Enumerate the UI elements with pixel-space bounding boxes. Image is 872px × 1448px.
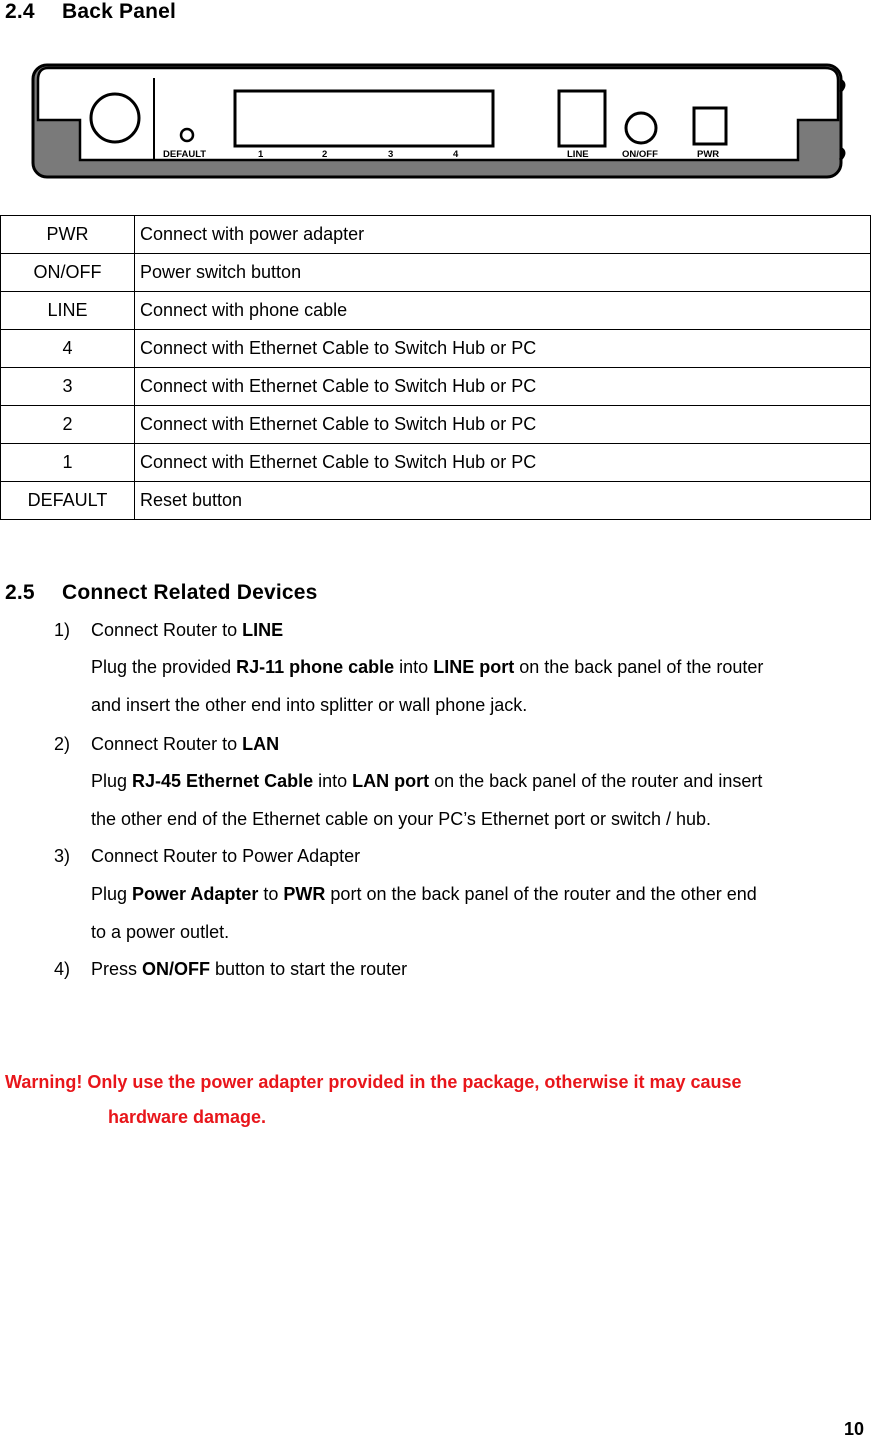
line-port-icon — [559, 91, 605, 146]
text: into — [313, 771, 353, 791]
text: Plug — [91, 771, 133, 791]
label-line: LINE — [567, 149, 589, 160]
section-title: Connect Related Devices — [62, 581, 318, 604]
step-number: 3) — [54, 846, 71, 866]
step-heading-bold: LINE — [242, 620, 284, 640]
table-row — [1, 368, 871, 406]
text: port on the back panel of the router and the other end — [325, 884, 757, 904]
text: into — [394, 657, 434, 677]
step-2-line-2: the other end of the Ethernet cable on your PC’s Ethernet port or switch / hub. — [91, 809, 712, 829]
label-port-4: 4 — [453, 149, 459, 160]
step-number: 4) — [54, 959, 71, 979]
step-heading-text: Connect Router to — [91, 734, 243, 754]
power-switch-icon — [626, 113, 656, 143]
text-bold: LINE port — [433, 657, 515, 677]
label-port-3: 3 — [388, 149, 394, 160]
port-description: Reset button — [135, 482, 871, 520]
label-onoff: ON/OFF — [622, 149, 658, 160]
warning-line-1: Warning! Only use the power adapter provided in the package, otherwise it may cause — [5, 1072, 742, 1092]
step-heading-text: Connect Router to — [91, 620, 243, 640]
label-default: DEFAULT — [163, 149, 207, 160]
port-name: PWR — [1, 216, 135, 254]
step-3-line-1 — [91, 884, 757, 905]
port-name: 1 — [1, 444, 135, 482]
port-name: DEFAULT — [1, 482, 135, 520]
text-bold: ON/OFF — [142, 959, 211, 979]
text: on the back panel of the router and insert — [429, 771, 763, 791]
step-number: 1) — [54, 620, 71, 640]
port-description: Connect with Ethernet Cable to Switch Hub or PC — [135, 330, 871, 368]
table-row — [1, 216, 871, 254]
step-3-line-2: to a power outlet. — [91, 922, 230, 942]
table-row — [1, 406, 871, 444]
text-bold: LAN port — [352, 771, 430, 791]
step-3-heading — [54, 846, 360, 867]
table-row — [1, 330, 871, 368]
power-jack-icon — [694, 108, 726, 144]
port-name: 3 — [1, 368, 135, 406]
port-description: Power switch button — [135, 254, 871, 292]
warning-line-2: hardware damage. — [108, 1107, 267, 1127]
table-row — [1, 292, 871, 330]
step-heading-bold: LAN — [242, 734, 280, 754]
step-2-line-1 — [91, 771, 762, 792]
step-heading-text: Connect Router to Power Adapter — [91, 846, 361, 866]
section-number: 2.4 — [5, 0, 35, 23]
page-number: 10 — [843, 1419, 864, 1439]
text: button to start the router — [210, 959, 408, 979]
label-port-2: 2 — [322, 149, 328, 160]
step-1-line-2: and insert the other end into splitter or wall phone jack. — [91, 695, 528, 715]
label-pwr: PWR — [697, 149, 720, 160]
table-row — [1, 482, 871, 520]
step-2-heading — [54, 734, 279, 755]
text: Plug — [91, 884, 133, 904]
step-1-heading — [54, 620, 283, 641]
port-name: 2 — [1, 406, 135, 444]
text: on the back panel of the router — [514, 657, 764, 677]
port-name: LINE — [1, 292, 135, 330]
text-bold: RJ-11 phone cable — [236, 657, 395, 677]
reset-hole-icon — [181, 129, 193, 141]
port-description: Connect with power adapter — [135, 216, 871, 254]
table-row — [1, 254, 871, 292]
text: Plug the provided — [91, 657, 237, 677]
text-bold: PWR — [283, 884, 326, 904]
section-heading-back-panel — [5, 0, 176, 24]
router-back-panel-illustration — [30, 62, 850, 184]
section-title: Back Panel — [62, 0, 177, 23]
label-port-1: 1 — [258, 149, 264, 160]
port-description: Connect with phone cable — [135, 292, 871, 330]
port-description-table — [0, 215, 871, 520]
lan-ports-block — [235, 91, 493, 146]
step-4 — [54, 959, 407, 980]
text: Press — [91, 959, 143, 979]
port-name: 4 — [1, 330, 135, 368]
step-1-line-1 — [91, 657, 763, 678]
port-description: Connect with Ethernet Cable to Switch Hub or PC — [135, 368, 871, 406]
port-name: ON/OFF — [1, 254, 135, 292]
port-description: Connect with Ethernet Cable to Switch Hub or PC — [135, 406, 871, 444]
section-number: 2.5 — [5, 581, 35, 604]
port-description: Connect with Ethernet Cable to Switch Hub or PC — [135, 444, 871, 482]
section-heading-connect-devices — [5, 581, 318, 605]
step-number: 2) — [54, 734, 71, 754]
text: to — [258, 884, 284, 904]
antenna-connector-icon — [91, 94, 139, 142]
text-bold: RJ-45 Ethernet Cable — [132, 771, 314, 791]
text-bold: Power Adapter — [132, 884, 259, 904]
table-row — [1, 444, 871, 482]
